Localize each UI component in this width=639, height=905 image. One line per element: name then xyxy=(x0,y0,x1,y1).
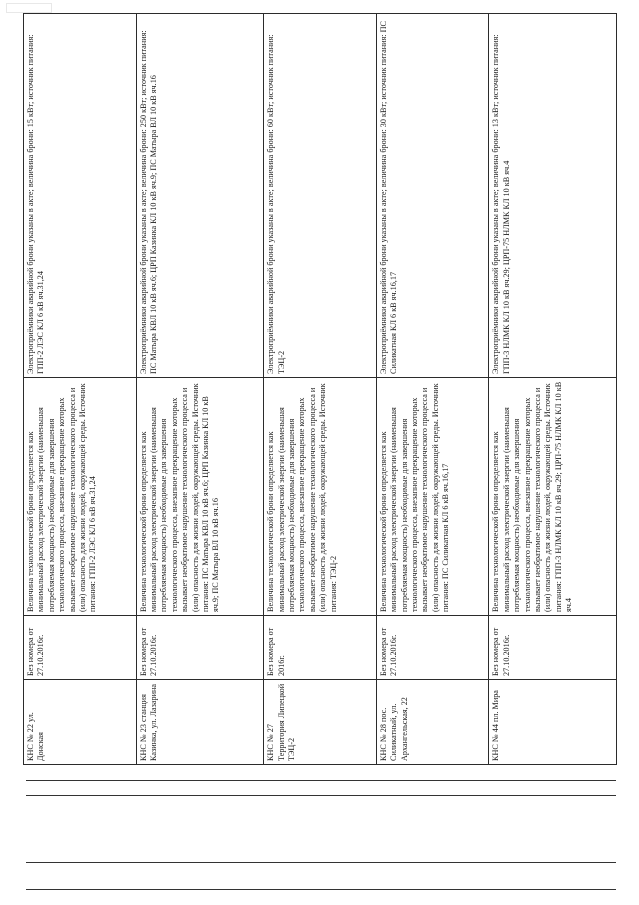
emergency-reserve-cell: Электроприёмники аварийной брони указаны в акте; величина брони: 13 кВт; источник питания: ГПП-3 НЛМК КЛ 10 кВ яч.29; ЦРП-75 НЛМК КЛ 10 кВ яч.4 xyxy=(489,14,617,378)
rotated-table-container xyxy=(23,13,617,765)
table-row xyxy=(264,14,377,765)
emergency-reserve-cell: Электроприёмники аварийной брони указаны в акте; величина брони: 15 кВт; источник питания: ГПП-2 ЛЭС КЛ 6 кВ яч.31,24 xyxy=(24,14,137,378)
technological-reserve-cell: Величина технологической брони определяется как минимальный расход электрической энергии (наименьшая потребляемая мощность) необходимые для завершения технологического процесса, внезапное прекращение которых вызывает необратимое нарушение технологического процесса и (или) опасность для жизни людей, окружающей среды. Источник питания: ГПП-3 НЛМК КЛ 10 кВ яч.29; ЦРП-75 НЛМК КЛ 10 кВ яч.4 xyxy=(489,378,617,616)
horizontal-rule xyxy=(26,862,616,863)
technological-reserve-cell: Величина технологической брони определяется как минимальный расход электрической энергии (наименьшая потребляемая мощность) необходимые для завершения технологического процесса, внезапное прекращение которых вызывает необратимое нарушение технологического процесса и (или) опасность для жизни людей, окружающей среды. Источник питания: ГПП-2 ЛЭС КЛ 6 кВ яч.31,24 xyxy=(24,378,137,616)
emergency-reserve-cell: Электроприёмники аварийной брони указаны в акте; величина брони: 60 кВт; источник питания: ТЭЦ-2 xyxy=(264,14,377,378)
emergency-reserve-cell: Электроприёмники аварийной брони указаны в акте; величина брони: 250 кВт; источник питания: ПС Матыра КВЛ 10 кВ яч.6; ЦРП Казинка КЛ 10 кВ яч.9; ПС Матыра ВЛ 10 кВ яч.16 xyxy=(136,14,264,378)
act-number-cell: Без номера от 27.10.2016г. xyxy=(376,616,489,680)
emergency-reserve-cell: Электроприёмники аварийной брони указаны в акте; величина брони: 30 кВт; источник питания: ПС Силикатная КЛ 6 кВ яч.16,17 xyxy=(376,14,489,378)
act-number-cell: Без номера от 27.10.2016г. xyxy=(136,616,264,680)
table-row xyxy=(376,14,489,765)
act-number-cell: Без номера от 27.10.2016г. xyxy=(24,616,137,680)
table-row xyxy=(136,14,264,765)
object-cell: КНС № 23 станция Казинка, ул. Лазарина xyxy=(136,680,264,765)
horizontal-rule xyxy=(26,780,616,781)
table-row xyxy=(24,14,137,765)
act-number-cell: Без номера от 27.10.2016г. xyxy=(489,616,617,680)
table-row xyxy=(489,14,617,765)
object-cell: КНС № 22 ул. Донская xyxy=(24,680,137,765)
technological-reserve-cell: Величина технологической брони определяется как минимальный расход электрической энергии (наименьшая потребляемая мощность) необходимые для завершения технологического процесса, внезапное прекращение которых вызывает необратимое нарушение технологического процесса и (или) опасность для жизни людей, окружающей среды. Источник питания: ПС Силикатная КЛ 6 кВ яч.16,17 xyxy=(376,378,489,616)
object-cell: КНС № 44 пл. Мира xyxy=(489,680,617,765)
technological-reserve-cell: Величина технологической брони определяется как минимальный расход электрической энергии (наименьшая потребляемая мощность) необходимые для завершения технологического процесса, внезапное прекращение которых вызывает необратимое нарушение технологического процесса и (или) опасность для жизни людей, окружающей среды. Источник питания: ПС Матыра КВЛ 10 кВ яч.6; ЦРП Казинка КЛ 10 кВ яч.9; ПС Матыра ВЛ 10 кВ яч.16 xyxy=(136,378,264,616)
act-number-cell: Без номера от 2016г. xyxy=(264,616,377,680)
horizontal-rule xyxy=(26,795,616,796)
reservation-table xyxy=(23,13,617,765)
scan-corner-mark xyxy=(6,3,52,13)
object-cell: КНС № 28 пос. Силикатный, ул. Архангельская, 22 xyxy=(376,680,489,765)
technological-reserve-cell: Величина технологической брони определяется как минимальный расход электрической энергии (наименьшая потребляемая мощность) необходимые для завершения технологического процесса, внезапное прекращение которых вызывает необратимое нарушение технологического процесса и (или) опасность для жизни людей, окружающей среды. Источник питания: ТЭЦ-2 xyxy=(264,378,377,616)
horizontal-rule xyxy=(26,889,616,890)
object-cell: КНС № 27 Территория Липецкой ТЭЦ-2 xyxy=(264,680,377,765)
